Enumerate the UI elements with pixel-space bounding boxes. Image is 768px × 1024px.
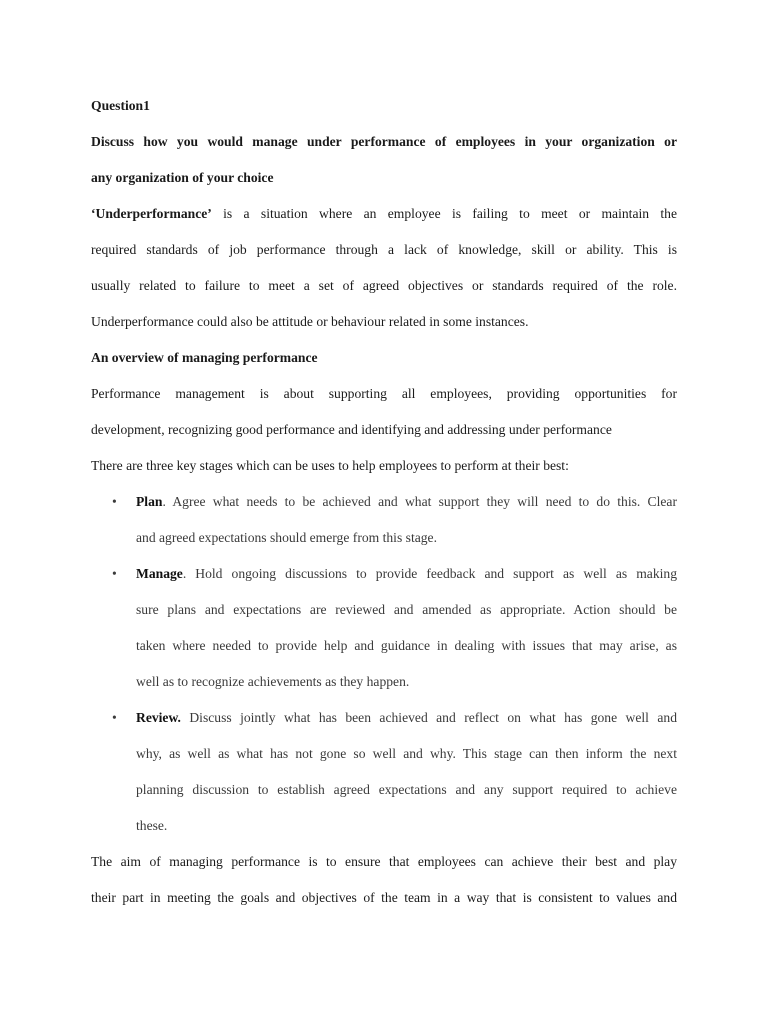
question-text-line: any organization of your choice [91, 170, 274, 185]
stage-line: why, as well as what has not gone so well and why. This stage can then inform the next [136, 746, 677, 761]
stage-title: Manage [136, 566, 183, 581]
aim-line: The aim of managing performance is to ensure that employees can achieve their best and play [91, 854, 677, 869]
stage-title: Plan [136, 494, 163, 509]
bullet-icon: • [112, 710, 117, 725]
question-text-line: Discuss how you would manage under performance of employees in your organization or [91, 134, 677, 149]
bullet-icon: • [112, 494, 117, 509]
bullet-icon: • [112, 566, 117, 581]
stage-line: taken where needed to provide help and guidance in dealing with issues that may arise, as [136, 638, 677, 653]
stage-line [136, 484, 677, 520]
stage-list-item [112, 700, 677, 844]
stage-line [136, 700, 677, 736]
stage-line: and agreed expectations should emerge from this stage. [136, 530, 437, 545]
overview-heading: An overview of managing performance [91, 350, 318, 365]
definition-text: is a situation where an employee is failing to meet or maintain the [211, 206, 677, 221]
stage-text: . Agree what needs to be achieved and what support they will need to do this. Clear [162, 494, 677, 509]
stage-line [136, 556, 677, 592]
stage-title: Review. [136, 710, 181, 725]
stage-text: . Hold ongoing discussions to provide feedback and support as well as making [182, 566, 677, 581]
stage-list-item [112, 484, 677, 556]
overview-line: development, recognizing good performance and identifying and addressing under performance [91, 422, 612, 437]
definition-term: ‘Underperformance’ [91, 206, 212, 221]
stage-line: well as to recognize achievements as they happen. [136, 674, 410, 689]
document-page [91, 88, 677, 916]
question-heading: Question1 [91, 98, 150, 113]
stage-line: sure plans and expectations are reviewed and amended as appropriate. Action should be [136, 602, 677, 617]
overview-line: There are three key stages which can be uses to help employees to perform at their best: [91, 458, 569, 473]
definition-line [91, 196, 677, 232]
aim-line: their part in meeting the goals and objectives of the team in a way that is consistent to values and [91, 890, 677, 905]
definition-line: Underperformance could also be attitude or behaviour related in some instances. [91, 314, 529, 329]
definition-line: required standards of job performance through a lack of knowledge, skill or ability. This is [91, 242, 677, 257]
overview-line: Performance management is about supporting all employees, providing opportunities for [91, 386, 677, 401]
stage-line: these. [136, 818, 168, 833]
stage-text: Discuss jointly what has been achieved and reflect on what has gone well and [180, 710, 677, 725]
stage-line: planning discussion to establish agreed expectations and any support required to achieve [136, 782, 677, 797]
stage-list-item [112, 556, 677, 700]
definition-line: usually related to failure to meet a set of agreed objectives or standards required of the role. [91, 278, 677, 293]
